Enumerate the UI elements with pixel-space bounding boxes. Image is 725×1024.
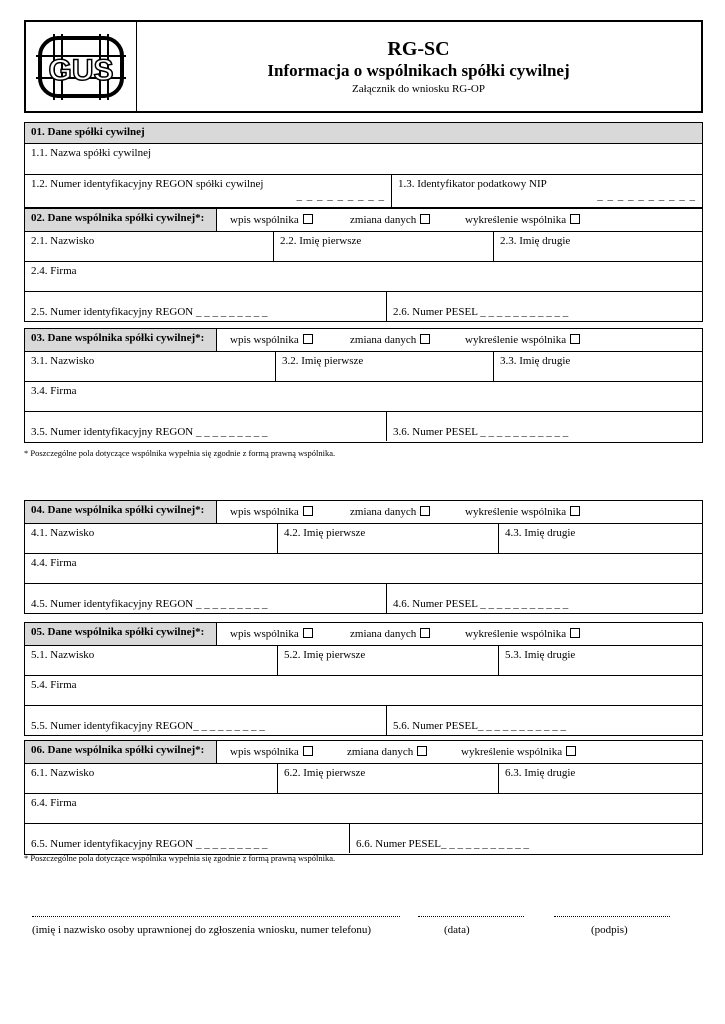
change-checkbox[interactable] <box>420 506 430 516</box>
pesel-label: 2.6. Numer PESEL _ _ _ _ _ _ _ _ _ _ _ <box>393 306 569 318</box>
partner-header-row <box>25 623 702 645</box>
entry-checkbox[interactable] <box>303 746 313 756</box>
partner-header-row <box>25 741 702 763</box>
entry-option[interactable] <box>230 214 313 226</box>
partner-section-4 <box>24 500 703 614</box>
form-title: Informacja o wspólnikach spółki cywilnej <box>267 61 570 80</box>
removal-label: wykreślenie wspólnika <box>461 746 563 758</box>
removal-option[interactable] <box>465 628 580 640</box>
regon-field[interactable] <box>25 584 386 613</box>
first-name-field[interactable] <box>277 524 498 553</box>
partner-title: 03. Dane wspólnika spółki cywilnej*: <box>25 329 217 351</box>
company-label: 2.4. Firma <box>31 265 77 277</box>
removal-label: wykreślenie wspólnika <box>465 214 567 226</box>
company-regon-dashes: _ _ _ _ _ _ _ _ _ <box>296 190 385 202</box>
sign-label: (podpis) <box>591 924 628 936</box>
entry-checkbox[interactable] <box>303 506 313 516</box>
company-nip-field[interactable] <box>391 175 702 207</box>
form-code: RG-SC <box>387 38 450 60</box>
first-name-label: 5.2. Imię pierwsze <box>284 649 366 661</box>
second-name-label: 5.3. Imię drugie <box>505 649 576 661</box>
company-field[interactable] <box>25 261 702 291</box>
regon-field[interactable] <box>25 292 386 321</box>
entry-option[interactable] <box>230 628 313 640</box>
partner-ids-row <box>25 291 702 321</box>
company-name-field[interactable] <box>25 143 702 175</box>
partner-title: 02. Dane wspólnika spółki cywilnej*: <box>25 209 217 231</box>
company-regon-label: 1.2. Numer identyfikacyjny REGON spółki cywilnej <box>31 178 264 190</box>
second-name-field[interactable] <box>498 764 702 793</box>
entry-label: wpis wspólnika <box>230 746 299 758</box>
company-regon-field[interactable] <box>25 175 391 207</box>
change-option[interactable] <box>350 334 430 346</box>
surname-field[interactable] <box>25 524 277 553</box>
removal-option[interactable] <box>465 506 580 518</box>
surname-label: 2.1. Nazwisko <box>31 235 95 247</box>
logo-text: GUS <box>48 54 114 87</box>
second-name-field[interactable] <box>493 232 702 261</box>
change-checkbox[interactable] <box>420 334 430 344</box>
surname-field[interactable] <box>25 232 273 261</box>
regon-label: 2.5. Numer identyfikacyjny REGON _ _ _ _ _ _ _ _ _ <box>31 306 268 318</box>
entry-checkbox[interactable] <box>303 214 313 224</box>
form-header <box>24 20 703 113</box>
pesel-field[interactable] <box>386 292 702 321</box>
partner-header-row <box>25 209 702 231</box>
regon-field[interactable] <box>25 412 386 441</box>
regon-field[interactable] <box>25 706 386 735</box>
signature-line[interactable] <box>554 910 670 917</box>
second-name-label: 3.3. Imię drugie <box>500 355 571 367</box>
change-option[interactable] <box>350 214 430 226</box>
footnote-2: * Poszczególne pola dotyczące wspólnika wypełnia się zgodnie z formą prawną wspólnika. <box>24 853 336 863</box>
entry-label: wpis wspólnika <box>230 628 299 640</box>
change-label: zmiana danych <box>350 334 417 346</box>
company-label: 3.4. Firma <box>31 385 77 397</box>
removal-label: wykreślenie wspólnika <box>465 628 567 640</box>
surname-field[interactable] <box>25 352 275 381</box>
company-nip-label: 1.3. Identyfikator podatkowy NIP <box>398 178 547 190</box>
partner-header-row <box>25 501 702 523</box>
company-field[interactable] <box>25 553 702 583</box>
removal-label: wykreślenie wspólnika <box>465 506 567 518</box>
surname-label: 3.1. Nazwisko <box>31 355 95 367</box>
entry-checkbox[interactable] <box>303 628 313 638</box>
first-name-label: 3.2. Imię pierwsze <box>282 355 364 367</box>
first-name-field[interactable] <box>275 352 493 381</box>
header-titles <box>136 22 701 95</box>
person-signature-line[interactable] <box>32 910 400 917</box>
partner-name-row <box>25 351 702 381</box>
company-ids-row <box>25 174 702 207</box>
change-option[interactable] <box>347 746 427 758</box>
regon-label: 4.5. Numer identyfikacyjny REGON _ _ _ _ _ _ _ _ _ <box>31 598 268 610</box>
change-checkbox[interactable] <box>420 628 430 638</box>
partner-header-row <box>25 329 702 351</box>
entry-option[interactable] <box>230 334 313 346</box>
pesel-label: 6.6. Numer PESEL_ _ _ _ _ _ _ _ _ _ _ <box>356 838 529 850</box>
partner-name-row <box>25 231 702 261</box>
pesel-field[interactable] <box>386 412 702 441</box>
date-line[interactable] <box>418 910 524 917</box>
partner-title: 04. Dane wspólnika spółki cywilnej*: <box>25 501 217 523</box>
partner-ids-row <box>25 583 702 613</box>
section-01 <box>24 122 703 208</box>
removal-checkbox[interactable] <box>570 506 580 516</box>
surname-label: 4.1. Nazwisko <box>31 527 95 539</box>
removal-checkbox[interactable] <box>570 214 580 224</box>
second-name-field[interactable] <box>493 352 702 381</box>
gus-logo <box>26 22 137 111</box>
entry-label: wpis wspólnika <box>230 214 299 226</box>
change-label: zmiana danych <box>350 214 417 226</box>
regon-field[interactable] <box>25 824 349 853</box>
form-subtitle: Załącznik do wniosku RG-OP <box>352 83 485 95</box>
partner-title: 06. Dane wspólnika spółki cywilnej*: <box>25 741 217 763</box>
entry-option[interactable] <box>230 746 313 758</box>
first-name-label: 6.2. Imię pierwsze <box>284 767 366 779</box>
removal-checkbox[interactable] <box>570 334 580 344</box>
partner-ids-row <box>25 823 702 853</box>
first-name-label: 4.2. Imię pierwsze <box>284 527 366 539</box>
second-name-label: 2.3. Imię drugie <box>500 235 571 247</box>
surname-field[interactable] <box>25 764 277 793</box>
person-label: (imię i nazwisko osoby uprawnionej do zgłoszenia wniosku, numer telefonu) <box>32 924 372 936</box>
removal-checkbox[interactable] <box>570 628 580 638</box>
entry-checkbox[interactable] <box>303 334 313 344</box>
partner-ids-row <box>25 411 702 441</box>
surname-label: 5.1. Nazwisko <box>31 649 95 661</box>
change-option[interactable] <box>350 628 430 640</box>
pesel-field[interactable] <box>386 584 702 613</box>
second-name-label: 6.3. Imię drugie <box>505 767 576 779</box>
second-name-field[interactable] <box>498 524 702 553</box>
change-checkbox[interactable] <box>420 214 430 224</box>
gus-logo-icon <box>26 22 136 111</box>
change-label: zmiana danych <box>350 506 417 518</box>
partner-title: 05. Dane wspólnika spółki cywilnej*: <box>25 623 217 645</box>
company-label: 5.4. Firma <box>31 679 77 691</box>
entry-option[interactable] <box>230 506 313 518</box>
change-label: zmiana danych <box>347 746 414 758</box>
company-name-label: 1.1. Nazwa spółki cywilnej <box>31 147 152 159</box>
first-name-label: 2.2. Imię pierwsze <box>280 235 362 247</box>
first-name-field[interactable] <box>277 764 498 793</box>
partner-ids-row <box>25 705 702 735</box>
section-01-title: 01. Dane spółki cywilnej <box>25 123 702 144</box>
removal-option[interactable] <box>461 746 576 758</box>
change-option[interactable] <box>350 506 430 518</box>
removal-label: wykreślenie wspólnika <box>465 334 567 346</box>
partner-section-6 <box>24 740 703 855</box>
change-label: zmiana danych <box>350 628 417 640</box>
partner-name-row <box>25 763 702 793</box>
entry-label: wpis wspólnika <box>230 506 299 518</box>
pesel-field[interactable] <box>386 706 702 735</box>
company-field[interactable] <box>25 675 702 705</box>
pesel-label: 3.6. Numer PESEL _ _ _ _ _ _ _ _ _ _ _ <box>393 426 569 438</box>
entry-label: wpis wspólnika <box>230 334 299 346</box>
footnote-1: * Poszczególne pola dotyczące wspólnika wypełnia się zgodnie z formą prawną wspólnika. <box>24 448 336 458</box>
partner-section-2 <box>24 208 703 322</box>
company-field[interactable] <box>25 381 702 411</box>
surname-field[interactable] <box>25 646 277 675</box>
second-name-field[interactable] <box>498 646 702 675</box>
date-label: (data) <box>444 924 470 936</box>
removal-option[interactable] <box>465 214 580 226</box>
pesel-label: 5.6. Numer PESEL_ _ _ _ _ _ _ _ _ _ _ <box>393 720 566 732</box>
partner-name-row <box>25 523 702 553</box>
company-nip-dashes: _ _ _ _ _ _ _ _ _ _ <box>597 190 696 202</box>
company-label: 4.4. Firma <box>31 557 77 569</box>
surname-label: 6.1. Nazwisko <box>31 767 95 779</box>
regon-label: 6.5. Numer identyfikacyjny REGON _ _ _ _ _ _ _ _ _ <box>31 838 268 850</box>
pesel-field[interactable] <box>349 824 702 853</box>
company-field[interactable] <box>25 793 702 823</box>
partner-name-row <box>25 645 702 675</box>
second-name-label: 4.3. Imię drugie <box>505 527 576 539</box>
partner-section-3 <box>24 328 703 443</box>
change-checkbox[interactable] <box>417 746 427 756</box>
company-label: 6.4. Firma <box>31 797 77 809</box>
removal-option[interactable] <box>465 334 580 346</box>
removal-checkbox[interactable] <box>566 746 576 756</box>
partner-section-5 <box>24 622 703 736</box>
regon-label: 3.5. Numer identyfikacyjny REGON _ _ _ _ _ _ _ _ _ <box>31 426 268 438</box>
first-name-field[interactable] <box>273 232 493 261</box>
first-name-field[interactable] <box>277 646 498 675</box>
pesel-label: 4.6. Numer PESEL _ _ _ _ _ _ _ _ _ _ _ <box>393 598 569 610</box>
regon-label: 5.5. Numer identyfikacyjny REGON_ _ _ _ _ _ _ _ _ <box>31 720 265 732</box>
